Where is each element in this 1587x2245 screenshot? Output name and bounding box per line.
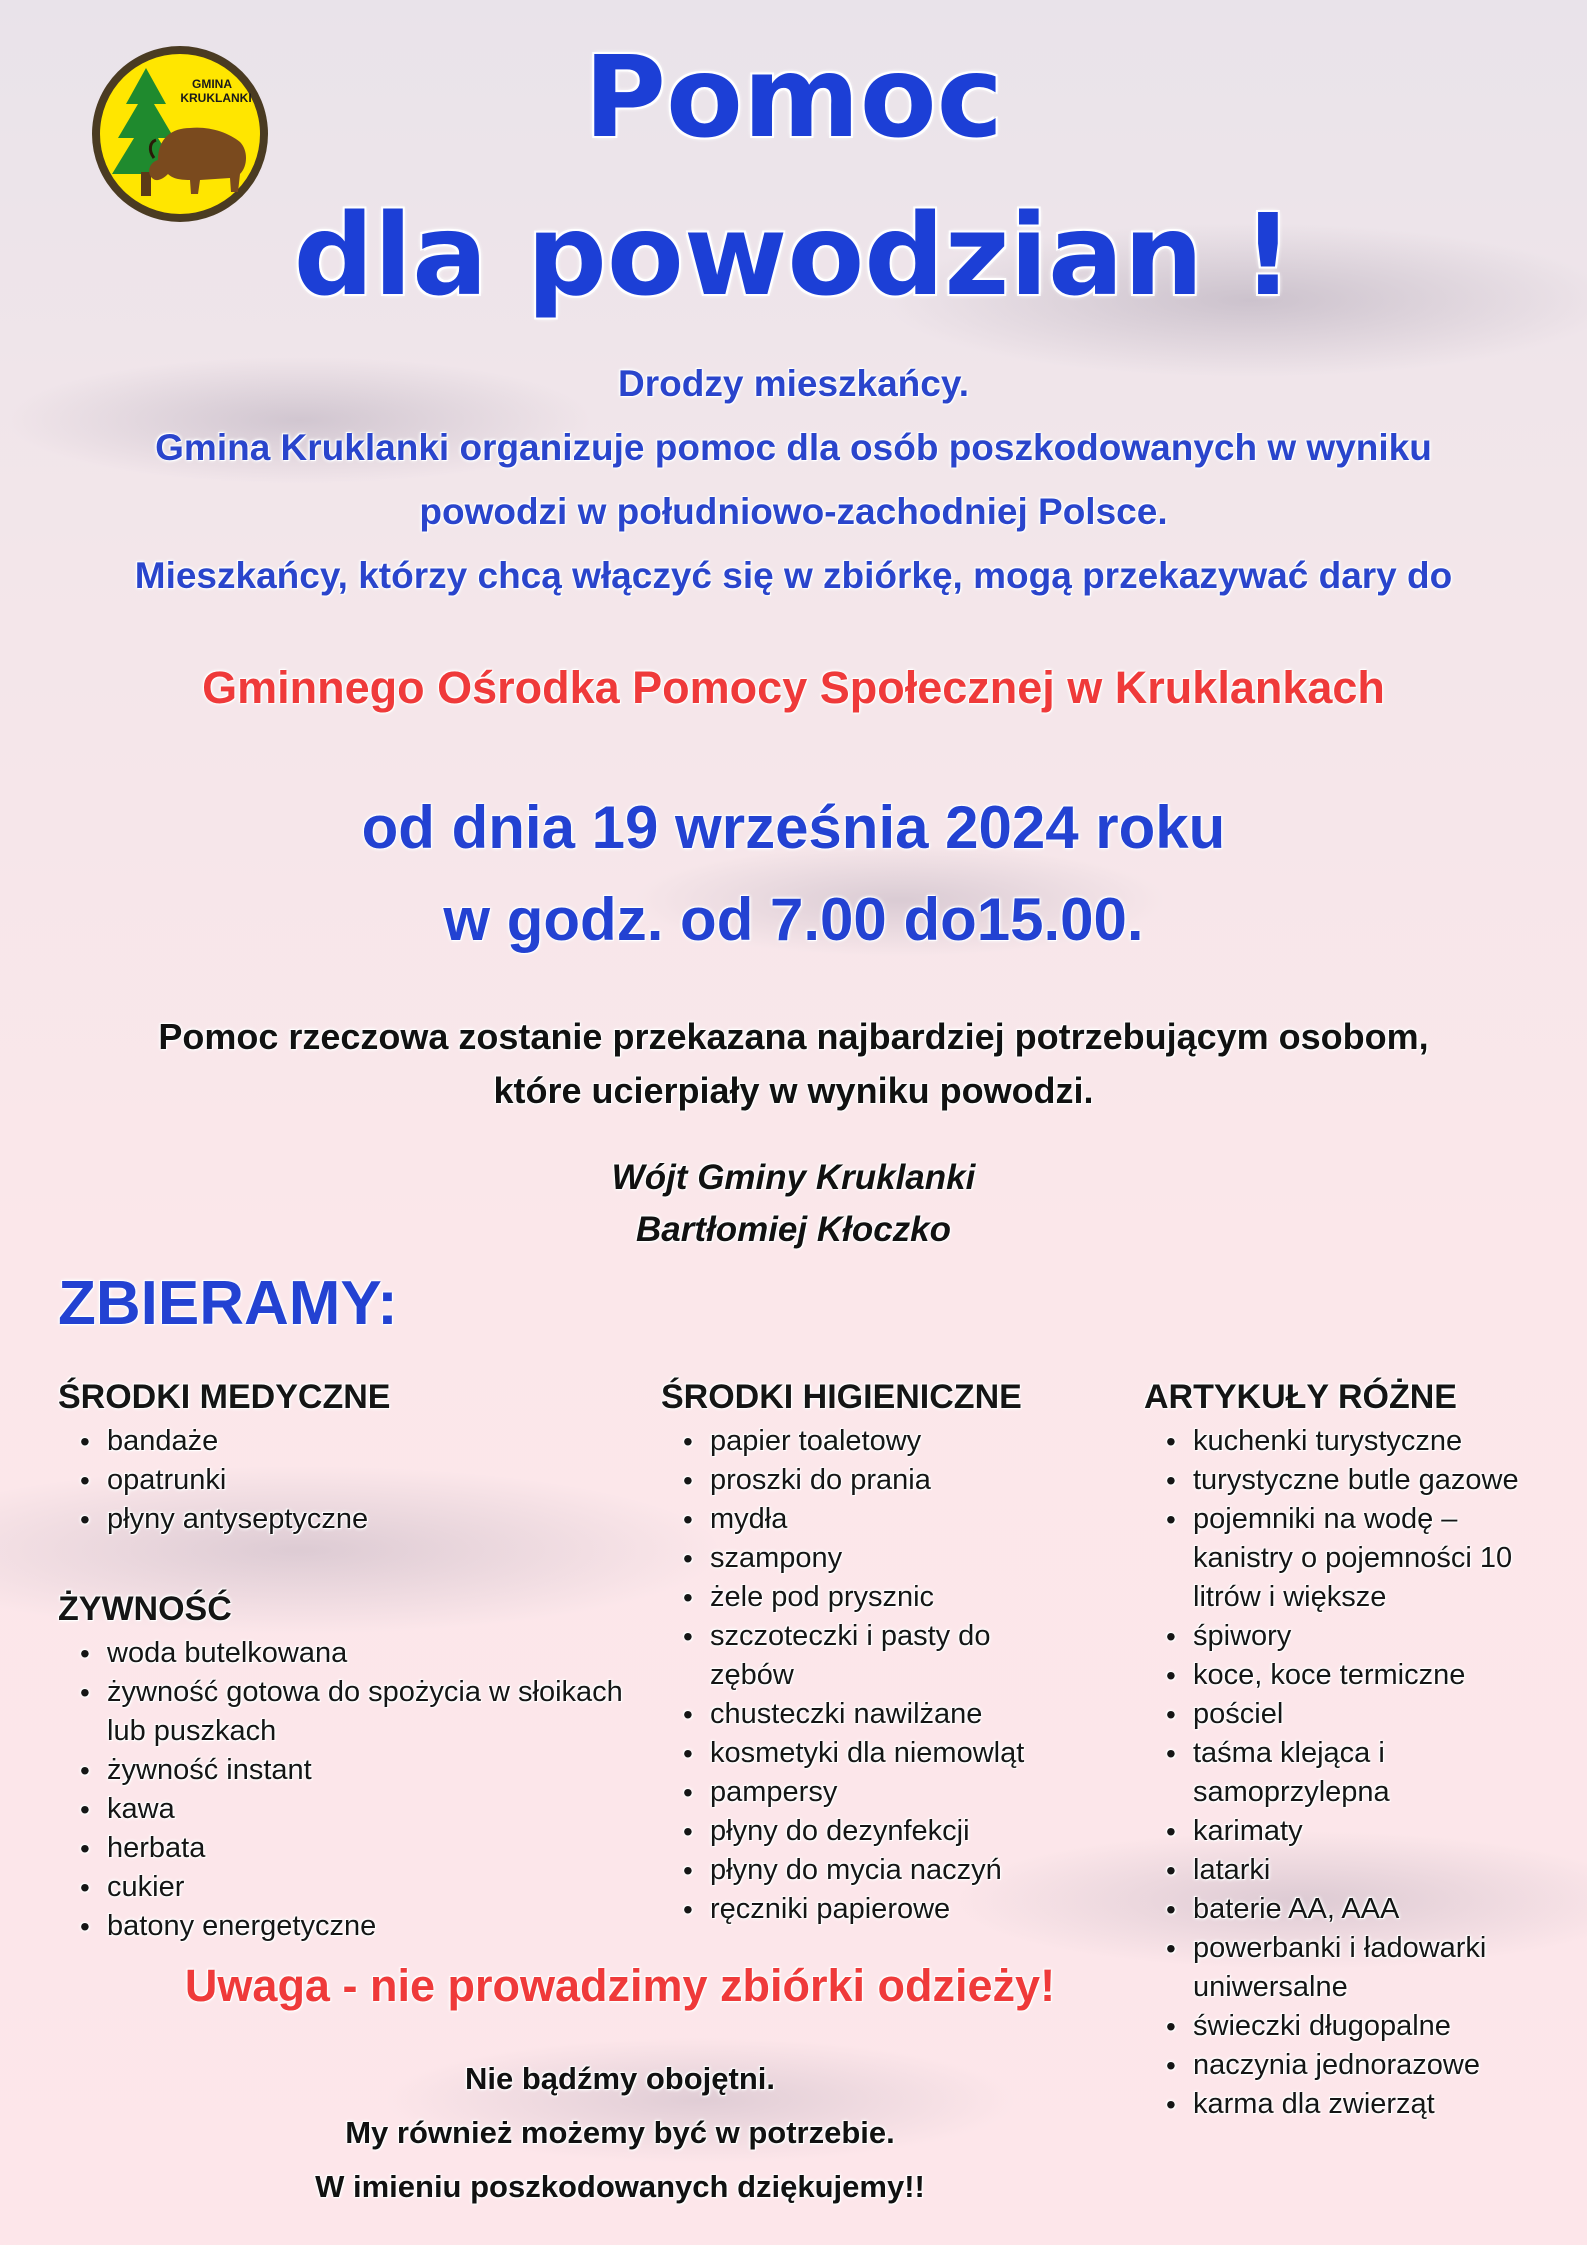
list-item: • pościel <box>1193 1695 1533 1734</box>
list-item: • mydła <box>710 1500 1040 1539</box>
category-heading: ŻYWNOŚĆ <box>58 1590 232 1628</box>
clothing-warning: Uwaga - nie prowadzimy zbiórki odzieży! <box>184 1960 1056 2011</box>
list-item: • żywność gotowa do spożycia w słoikach lub puszkach <box>107 1673 667 1751</box>
signature-role: Wójt Gminy Kruklanki <box>611 1158 976 1197</box>
list-item: • woda butelkowana <box>107 1634 667 1673</box>
signature-name: Bartłomiej Kłoczko <box>635 1210 952 1249</box>
collecting-heading: ZBIERAMY: <box>58 1269 398 1338</box>
intro-line-3: powodzi w południowo-zachodniej Polsce. <box>419 491 1168 532</box>
list-item: • papier toaletowy <box>710 1422 1040 1461</box>
list-item: • naczynia jednorazowe <box>1193 2046 1533 2085</box>
list-item: • szczoteczki i pasty do zębów <box>710 1617 1040 1695</box>
closing-line-2: My również możemy być w potrzebie. <box>345 2115 895 2150</box>
info-line-2: które ucierpiały w wyniku powodzi. <box>493 1070 1094 1111</box>
title-line-1: Pomoc <box>583 33 1004 163</box>
list-item: • koce, koce termiczne <box>1193 1656 1533 1695</box>
list-item: • baterie AA, AAA <box>1193 1890 1533 1929</box>
intro-line-2: Gmina Kruklanki organizuje pomoc dla osób poszkodowanych w wyniku <box>155 427 1432 468</box>
item-list <box>58 1422 638 1539</box>
list-item: • karimaty <box>1193 1812 1533 1851</box>
category-medical <box>58 1372 638 1539</box>
list-item: • bandaże <box>107 1422 638 1461</box>
list-item: • powerbanki i ładowarki uniwersalne <box>1193 1929 1533 2007</box>
schedule-date: od dnia 19 września 2024 roku <box>361 794 1226 861</box>
schedule <box>0 782 1587 966</box>
logo-text-line2: KRUKLANKI <box>180 91 252 105</box>
item-list <box>661 1422 1040 1929</box>
list-item: • płyny antyseptyczne <box>107 1500 638 1539</box>
list-item: • proszki do prania <box>710 1461 1040 1500</box>
list-item: • szampony <box>710 1539 1040 1578</box>
list-item: • pojemniki na wodę – kanistry o pojemności 10 litrów i większe <box>1193 1500 1533 1617</box>
intro-paragraph <box>0 352 1587 608</box>
signature <box>0 1152 1587 1256</box>
closing-line-3: W imieniu poszkodowanych dziękujemy!! <box>315 2169 925 2204</box>
list-item: • śpiwory <box>1193 1617 1533 1656</box>
list-item: • płyny do dezynfekcji <box>710 1812 1040 1851</box>
info-paragraph <box>0 1010 1587 1118</box>
list-item: • kawa <box>107 1790 667 1829</box>
list-item: • kosmetyki dla niemowląt <box>710 1734 1040 1773</box>
category-heading: ŚRODKI MEDYCZNE <box>58 1378 391 1416</box>
list-item: • płyny do mycia naczyń <box>710 1851 1040 1890</box>
intro-line-1: Drodzy mieszkańcy. <box>618 363 969 404</box>
list-item: • pampersy <box>710 1773 1040 1812</box>
logo-text-line1: GMINA <box>192 77 232 91</box>
title-line-2: dla powodzian ! <box>293 191 1294 321</box>
closing-line-1: Nie bądźmy obojętni. <box>464 2061 776 2096</box>
list-item: • taśma klejąca i samoprzylepna <box>1193 1734 1533 1812</box>
list-item: • cukier <box>107 1868 667 1907</box>
closing-message <box>0 2052 1240 2214</box>
category-food <box>58 1584 638 1946</box>
category-heading: ŚRODKI HIGIENICZNE <box>661 1378 1022 1416</box>
item-list <box>1144 1422 1533 2124</box>
list-item: • latarki <box>1193 1851 1533 1890</box>
list-item: • chusteczki nawilżane <box>710 1695 1040 1734</box>
list-item: • karma dla zwierząt <box>1193 2085 1533 2124</box>
list-item: • żywność instant <box>107 1751 667 1790</box>
donation-location: Gminnego Ośrodka Pomocy Społecznej w Kruklankach <box>202 662 1385 713</box>
info-line-1: Pomoc rzeczowa zostanie przekazana najbardziej potrzebującym osobom, <box>158 1016 1429 1057</box>
list-item: • żele pod prysznic <box>710 1578 1040 1617</box>
list-item: • świeczki długopalne <box>1193 2007 1533 2046</box>
list-item: • turystyczne butle gazowe <box>1193 1461 1533 1500</box>
list-item: • herbata <box>107 1829 667 1868</box>
intro-line-4: Mieszkańcy, którzy chcą włączyć się w zbiórkę, mogą przekazywać dary do <box>134 555 1453 596</box>
list-item: • kuchenki turystyczne <box>1193 1422 1533 1461</box>
category-hygiene <box>661 1372 1081 1929</box>
list-item: • batony energetyczne <box>107 1907 667 1946</box>
category-heading: ARTYKUŁY RÓŻNE <box>1144 1378 1457 1416</box>
schedule-hours: w godz. od 7.00 do15.00. <box>443 886 1144 953</box>
list-item: • ręczniki papierowe <box>710 1890 1040 1929</box>
list-item: • opatrunki <box>107 1461 638 1500</box>
item-list <box>58 1634 667 1946</box>
